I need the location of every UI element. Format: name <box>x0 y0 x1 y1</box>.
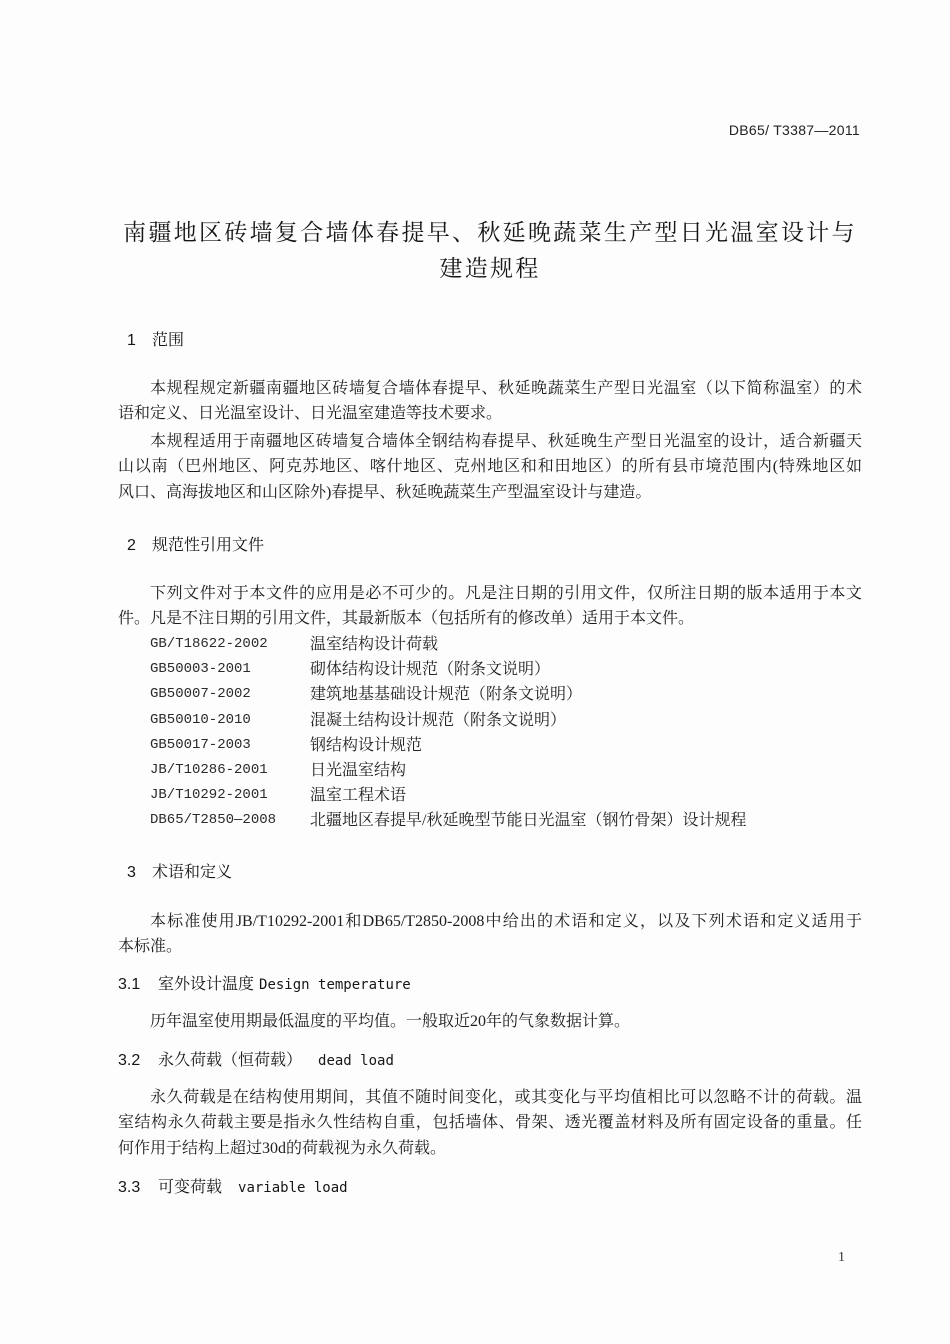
reference-item <box>150 632 850 657</box>
term-title-cn: 室外设计温度 <box>158 976 255 993</box>
section-2-intro <box>118 581 862 632</box>
reference-item <box>150 657 850 682</box>
term-number: 3.2 <box>118 1052 141 1069</box>
section-title: 规范性引用文件 <box>152 537 265 554</box>
section-1-paragraph-1 <box>118 376 862 427</box>
paragraph-line: 本规程规定新疆南疆地区砖墙复合墙体春提早、秋延晚蔬菜生产型日光温室（以下简称温室）的术 <box>150 380 862 397</box>
reference-item <box>150 682 850 707</box>
reference-item <box>150 708 850 733</box>
section-1-heading <box>127 332 184 350</box>
reference-item <box>150 733 850 758</box>
term-title-en: Design temperature <box>259 977 411 993</box>
paragraph-line: 语和定义、日光温室设计、日光温室建造等技术要求。 <box>118 405 503 423</box>
term-3-3-heading <box>118 1179 348 1197</box>
document-title-line-2: 建造规程 <box>439 255 541 281</box>
paragraph-line: 室结构永久荷载主要是指永久性结构自重，包括墙体、骨架、透光覆盖材料及所有固定设备的重量。任 <box>118 1114 862 1132</box>
reference-name: 温室结构设计荷载 <box>310 636 439 653</box>
reference-item <box>150 808 850 833</box>
term-title-cn: 永久荷载（恒荷载） <box>158 1052 303 1069</box>
reference-code: GB/T18622-2002 <box>150 636 268 652</box>
section-number: 1 <box>127 332 136 349</box>
document-title <box>30 214 950 286</box>
term-3-1-heading <box>118 976 411 994</box>
reference-code: JB/T10292-2001 <box>150 787 268 804</box>
reference-name: 钢结构设计规范 <box>310 736 423 754</box>
reference-item <box>150 758 850 783</box>
paragraph-line: 下列文件对于本文件的应用是必不可少的。凡是注日期的引用文件，仅所注日期的版本适用于本文 <box>150 585 862 602</box>
term-title-en: variable load <box>238 1180 348 1196</box>
reference-name: 混凝土结构设计规范（附条文说明） <box>310 711 567 729</box>
reference-name: 砌体结构设计规范（附条文说明） <box>310 661 551 679</box>
paragraph-line: 本标准。 <box>118 938 183 956</box>
reference-name: 温室工程术语 <box>310 787 407 805</box>
paragraph-line: 永久荷载是在结构使用期间，其值不随时间变化，或其变化与平均值相比可以忽略不计的荷载。温 <box>150 1089 862 1106</box>
paragraph-line: 件。凡是不注日期的引用文件，其最新版本（包括所有的修改单）适用于本文件。 <box>118 610 695 628</box>
document-code: DB65/ T3387—2011 <box>728 122 860 138</box>
term-3-2-heading <box>118 1052 394 1070</box>
reference-name: 日光温室结构 <box>310 762 407 780</box>
paragraph-line: 本标准使用JB/T10292-2001和DB65/T2850-2008中给出的术语和定义，以及下列术语和定义适用于 <box>150 913 862 930</box>
page-number: 1 <box>838 1250 845 1265</box>
reference-code: GB50003-2001 <box>150 661 251 678</box>
reference-name: 建筑地基基础设计规范（附条文说明） <box>310 686 583 704</box>
term-number: 3.3 <box>118 1179 141 1196</box>
paragraph-line: 本规程适用于南疆地区砖墙复合墙体全钢结构春提早、秋延晚生产型日光温室的设计，适合新疆天 <box>150 433 862 450</box>
section-3-intro <box>118 909 862 960</box>
paragraph-line: 山以南（巴州地区、阿克苏地区、喀什地区、克州地区和和田地区）的所有县市境范围内(特殊地区如 <box>118 458 862 476</box>
reference-list <box>150 632 850 834</box>
paragraph-line: 风口、高海拔地区和山区除外)春提早、秋延晚蔬菜生产型温室设计与建造。 <box>118 483 652 501</box>
reference-code: GB50007-2002 <box>150 686 251 703</box>
reference-code: GB50010-2010 <box>150 711 251 728</box>
term-3-1-definition <box>118 1009 862 1034</box>
reference-code: GB50017-2003 <box>150 736 251 753</box>
section-3-heading <box>127 864 232 882</box>
reference-name: 北疆地区春提早/秋延晚型节能日光温室（钢竹骨架）设计规程 <box>310 812 747 830</box>
section-2-heading <box>127 537 264 555</box>
document-title-line-1: 南疆地区砖墙复合墙体春提早、秋延晚蔬菜生产型日光温室设计与 <box>123 219 857 245</box>
reference-code: DB65/T2850—2008 <box>150 812 277 829</box>
section-number: 2 <box>127 537 136 554</box>
term-3-2-definition <box>118 1085 862 1161</box>
term-title-en: dead load <box>318 1053 394 1069</box>
reference-code: JB/T10286-2001 <box>150 762 268 779</box>
section-title: 范围 <box>152 332 185 349</box>
section-1-paragraph-2 <box>118 429 862 505</box>
section-title: 术语和定义 <box>152 864 233 881</box>
term-number: 3.1 <box>118 976 141 993</box>
term-title-cn: 可变荷载 <box>158 1179 223 1196</box>
paragraph-line: 历年温室使用期最低温度的平均值。一般取近20年的气象数据计算。 <box>150 1013 631 1030</box>
reference-item <box>150 783 850 808</box>
paragraph-line: 何作用于结构上超过30d的荷载视为永久荷载。 <box>118 1139 447 1157</box>
section-number: 3 <box>127 864 136 881</box>
